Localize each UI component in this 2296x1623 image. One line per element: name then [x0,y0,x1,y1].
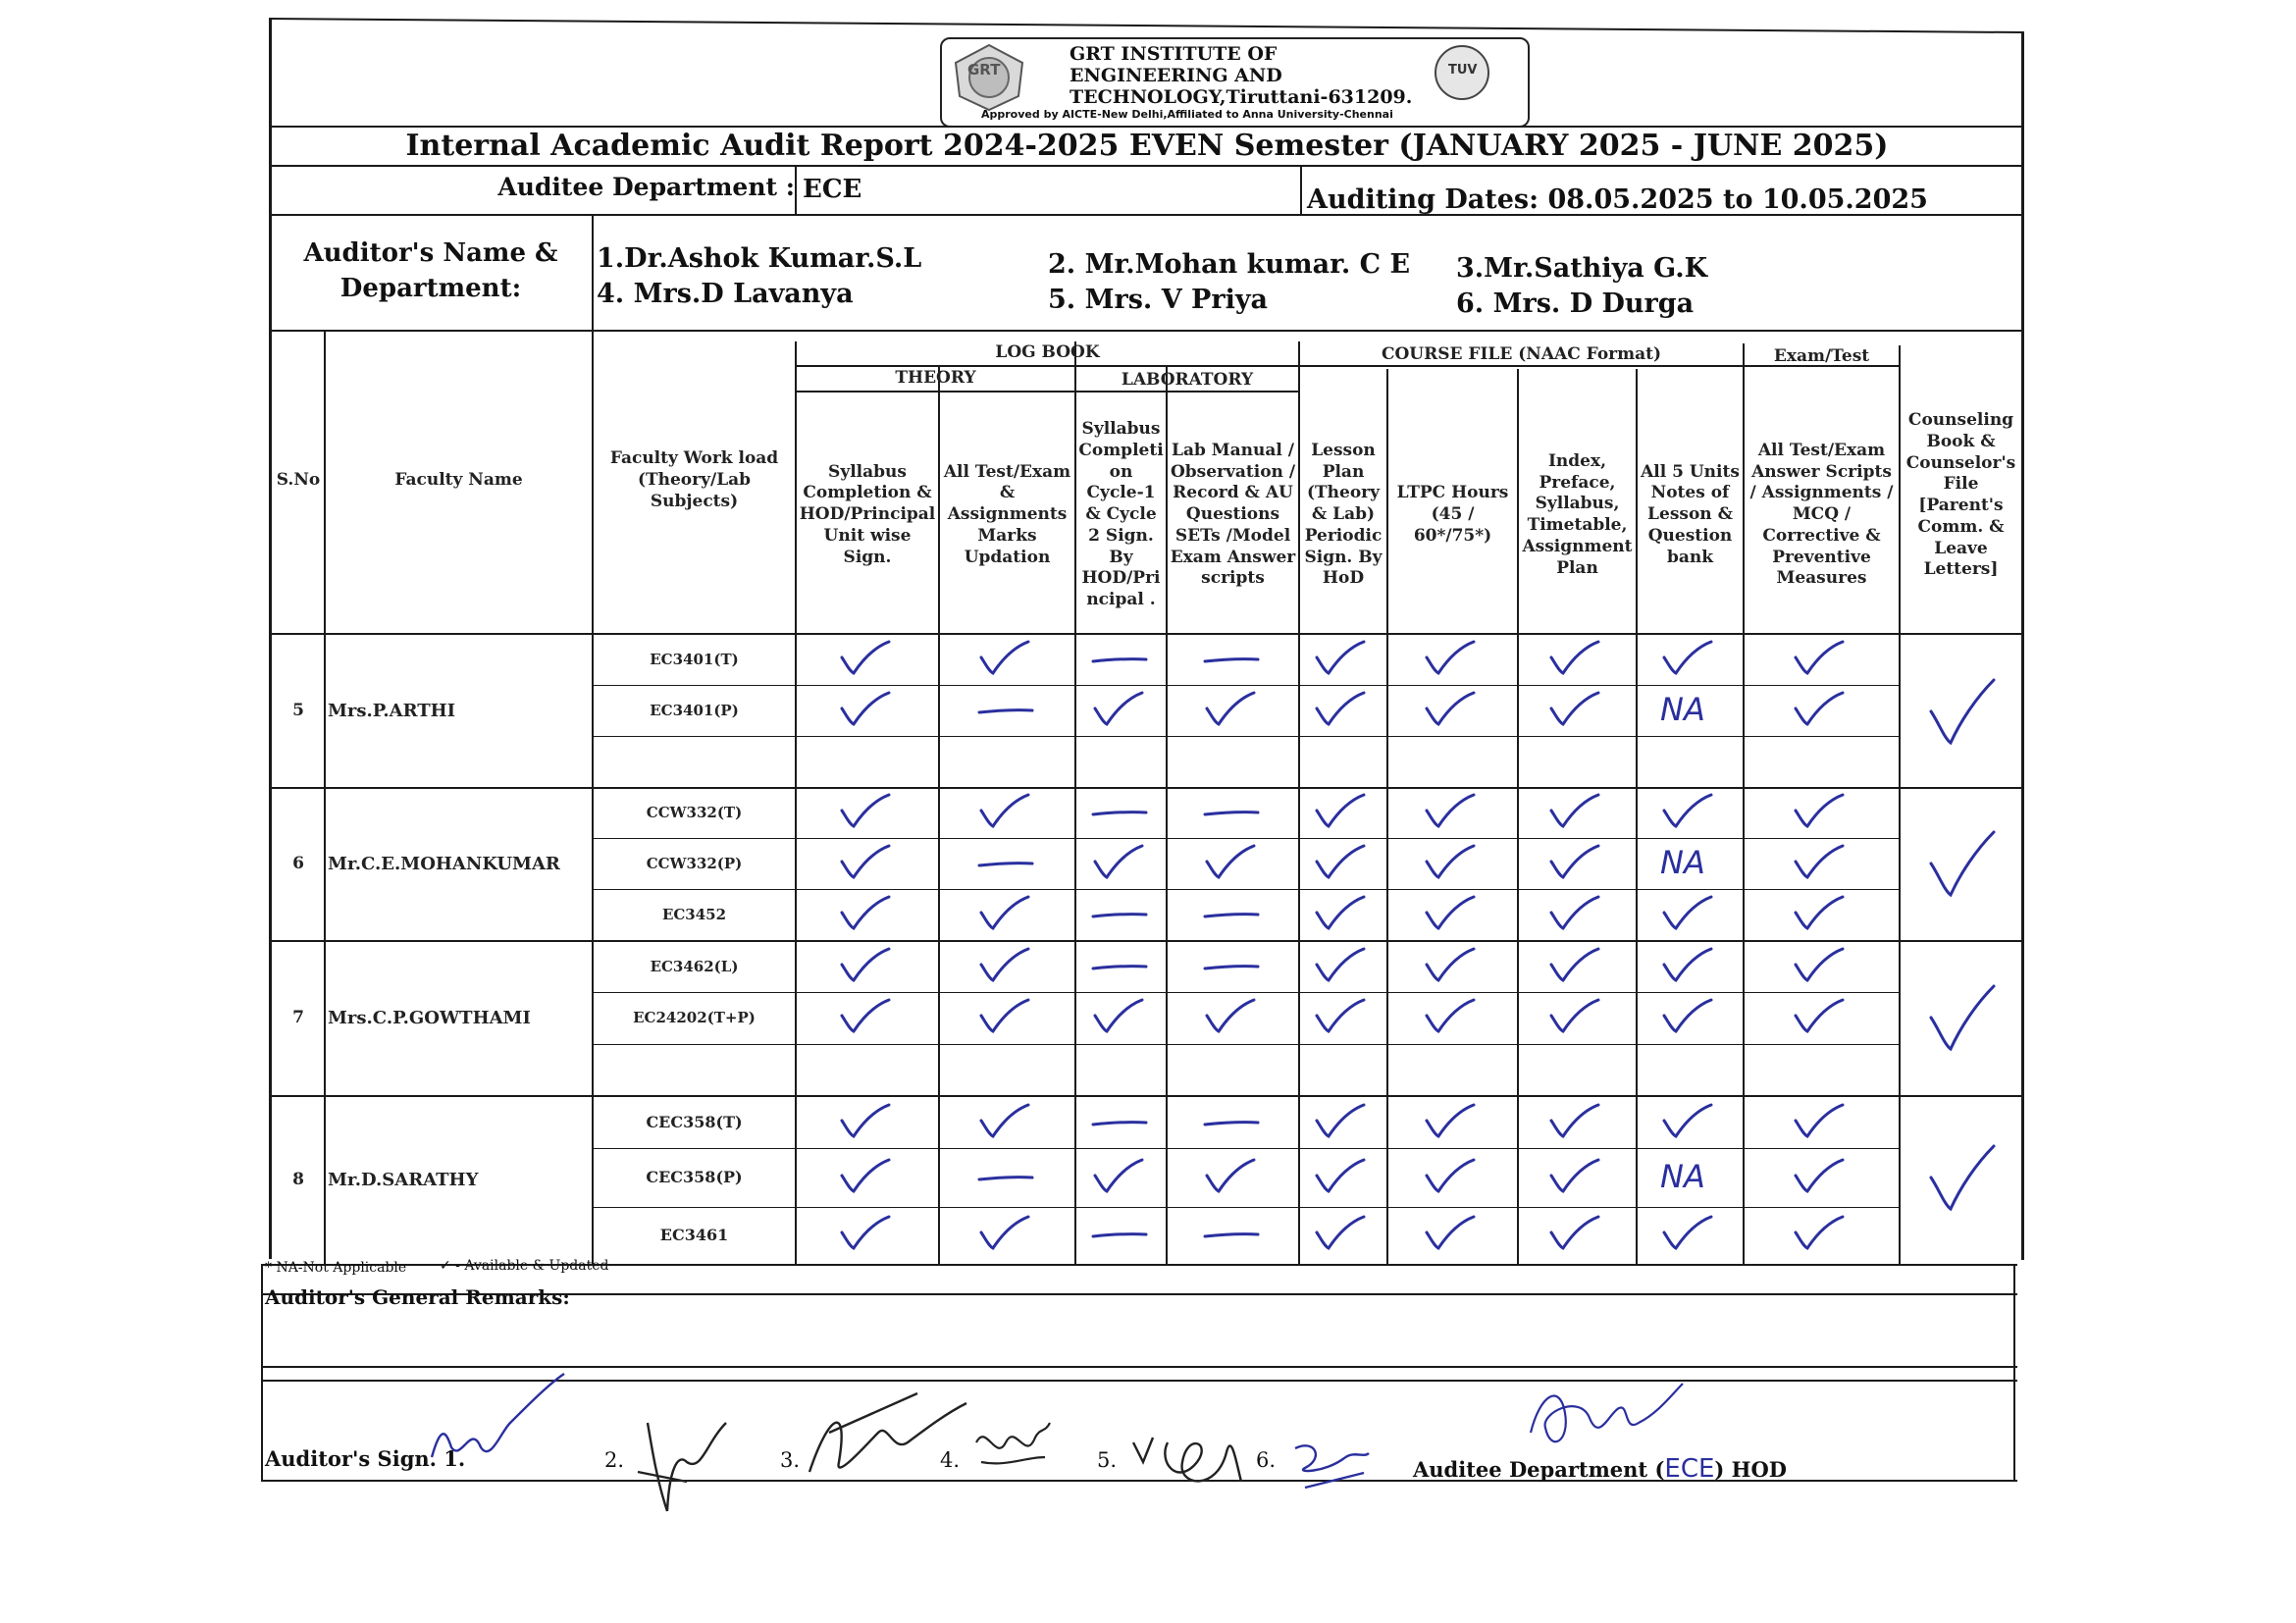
counseling-check-icon [1921,1138,2000,1217]
check-mark-icon [828,1211,907,1254]
row-sno: 8 [292,1170,304,1190]
check-mark-icon [1303,789,1382,832]
institute-name [1070,43,1412,108]
rule [1899,345,1901,1264]
check-mark-icon [1538,994,1616,1037]
check-mark-icon [1782,994,1860,1037]
sign-number: 6. [1256,1448,1277,1472]
auditing-dates: Auditing Dates: 08.05.2025 to 10.05.2025 [1307,184,1928,215]
legend-tick: ✓ - Available & Updated [440,1258,609,1274]
sign-number: 2. [604,1448,625,1472]
header-notes-question-bank: All 5 Units Notes of Lesson & Question bank [1641,461,1740,567]
sign-number: 5. [1097,1448,1118,1472]
institute-name-line1: GRT INSTITUTE OF [1070,43,1278,65]
check-mark-icon [1782,789,1860,832]
auditee-label: Auditee Department : [497,173,795,201]
rule [1298,341,1300,1264]
check-mark-icon [1650,1211,1729,1254]
hod-label-suffix: ) HOD [1714,1457,1787,1482]
check-mark-icon [1193,994,1272,1037]
row-sno: 5 [292,700,304,720]
check-mark-icon [1413,943,1491,986]
rule [1300,167,1302,214]
dash-mark-icon [1081,1099,1160,1142]
check-mark-icon [1782,1211,1860,1254]
frame-top [269,18,2024,33]
header-answer-scripts: All Test/Exam Answer Scripts / Assignments / MCQ / Corrective & Preventive Measures [1749,440,1894,589]
check-mark-icon [1303,994,1382,1037]
auditor-3: 3.Mr.Sathiya G.K [1456,253,1708,284]
signature-2 [628,1393,736,1521]
auditor-sign-label: Auditor's Sign. 1. [265,1446,466,1471]
check-mark-icon [1782,1099,1860,1142]
check-mark-icon [1081,687,1160,730]
check-mark-icon [967,636,1046,679]
row-sno: 6 [292,854,304,874]
faculty-name: Mrs.P.ARTHI [328,700,456,721]
dash-mark-icon [1193,789,1272,832]
rule [261,1266,263,1482]
dash-mark-icon [967,687,1046,730]
auditor-4: 4. Mrs.D Lavanya [597,279,854,309]
check-mark-icon [1303,1099,1382,1142]
subject-code: CEC358(P) [646,1168,743,1187]
check-mark-icon [1413,1099,1491,1142]
header-course-file: COURSE FILE (NAAC Format) [1381,344,1662,365]
check-mark-icon [828,636,907,679]
check-mark-icon [967,1211,1046,1254]
check-mark-icon [967,789,1046,832]
auditor-label [275,236,587,306]
check-mark-icon [1303,687,1382,730]
check-mark-icon [1303,891,1382,934]
header-laboratory: LABORATORY [1121,370,1254,391]
check-mark-icon [1081,840,1160,883]
check-mark-icon [1650,789,1729,832]
header-ltpc-hours: LTPC Hours (45 / 60*/75*) [1396,483,1509,546]
report-title: Internal Academic Audit Report 2024-2025 EVEN Semester (JANUARY 2025 - JUNE 2025) [405,129,1889,163]
rule [1074,341,1076,1264]
check-mark-icon [1538,687,1616,730]
header-faculty: Faculty Name [394,470,523,491]
check-mark-icon [1538,636,1616,679]
check-mark-icon [1413,1154,1491,1197]
check-mark-icon [1413,840,1491,883]
auditee-dept: ECE [803,175,862,204]
check-mark-icon [828,891,907,934]
header-marks-updation: All Test/Exam & Assignments Marks Updation [943,461,1071,567]
check-mark-icon [828,789,907,832]
sign-number: 3. [780,1448,801,1472]
check-mark-icon [1413,994,1491,1037]
auditor-5: 5. Mrs. V Priya [1048,285,1269,315]
header-workload: Faculty Work load (Theory/Lab Subjects) [609,448,779,511]
signature-6 [1285,1429,1374,1497]
check-mark-icon [1650,994,1729,1037]
check-mark-icon [1413,636,1491,679]
signature-4 [966,1403,1055,1482]
check-mark-icon [967,994,1046,1037]
tuv-text: TUV [1448,63,1478,78]
check-mark-icon [828,840,907,883]
check-mark-icon [1413,891,1491,934]
dash-mark-icon [1193,891,1272,934]
dash-mark-icon [1193,636,1272,679]
frame-left [269,18,272,1259]
auditor-label-line2: Department: [339,274,522,303]
check-mark-icon [1782,891,1860,934]
dash-mark-icon [1081,1211,1160,1254]
rule [594,1044,1899,1045]
institute-name-line3: TECHNOLOGY,Tiruttani-631209. [1070,86,1413,108]
check-mark-icon [828,1099,907,1142]
check-mark-icon [1538,1154,1616,1197]
auditor-1: 1.Dr.Ashok Kumar.S.L [597,243,922,274]
check-mark-icon [1413,789,1491,832]
check-mark-icon [1650,891,1729,934]
header-index-preface: Index, Preface, Syllabus, Timetable, Assignment Plan [1522,450,1633,578]
dash-mark-icon [967,1154,1046,1197]
header-theory: THEORY [895,368,976,389]
check-mark-icon [1303,1211,1382,1254]
check-mark-icon [967,891,1046,934]
check-mark-icon [1538,840,1616,883]
auditor-label-line1: Auditor's Name & [303,238,558,268]
signature-5 [1128,1403,1246,1496]
header-lab-manual: Lab Manual / Observation / Record & AU Questions SETs /Model Exam Answer scripts [1170,440,1296,589]
dash-mark-icon [1193,1211,1272,1254]
subject-code: CCW332(T) [646,804,743,822]
check-mark-icon [967,943,1046,986]
na-mark: NA [1660,691,1705,728]
rule [271,165,2023,167]
check-mark-icon [1782,687,1860,730]
rule [1386,369,1388,1264]
subject-code: EC3462(L) [650,957,739,975]
check-mark-icon [1303,840,1382,883]
check-mark-icon [1782,636,1860,679]
counseling-check-icon [1921,978,2000,1057]
dash-mark-icon [1193,943,1272,986]
header-exam-test: Exam/Test [1773,346,1870,367]
rule [594,736,1899,737]
signature-3 [800,1374,971,1487]
check-mark-icon [828,1154,907,1197]
dash-mark-icon [1081,636,1160,679]
check-mark-icon [1538,1099,1616,1142]
auditor-6: 6. Mrs. D Durga [1456,288,1695,319]
header-syllabus-completion: Syllabus Completion & HOD/Principal Unit wise Sign. [799,461,936,567]
header-sno: S.No [276,470,321,491]
subject-code: EC3461 [659,1226,729,1245]
check-mark-icon [1303,636,1382,679]
rule [795,341,797,1264]
check-mark-icon [1413,1211,1491,1254]
check-mark-icon [1413,687,1491,730]
check-mark-icon [1303,1154,1382,1197]
check-mark-icon [1650,943,1729,986]
dash-mark-icon [1081,943,1160,986]
row-sno: 7 [292,1008,304,1028]
rule [1166,367,1168,1264]
rule [271,330,2023,332]
check-mark-icon [1303,943,1382,986]
rule [795,167,797,214]
check-mark-icon [828,943,907,986]
check-mark-icon [1538,789,1616,832]
faculty-name: Mrs.C.P.GOWTHAMI [328,1008,531,1029]
check-mark-icon [1193,1154,1272,1197]
approval-text: Approved by AICTE-New Delhi,Affiliated to Anna University-Chennai [981,108,1393,121]
check-mark-icon [1650,636,1729,679]
check-mark-icon [967,1099,1046,1142]
check-mark-icon [1193,687,1272,730]
rule [938,365,940,1264]
check-mark-icon [828,994,907,1037]
remarks-label: Auditor's General Remarks: [265,1285,570,1309]
rule [1636,369,1638,1264]
na-mark: NA [1660,1158,1705,1195]
rule [2013,1266,2015,1482]
subject-code: EC3401(P) [650,701,739,719]
institute-name-line2: ENGINEERING AND [1070,65,1282,86]
dash-mark-icon [967,840,1046,883]
check-mark-icon [1782,943,1860,986]
header-counseling: Counseling Book & Counselor's File [Parent's Comm. & Leave Letters] [1905,410,2016,580]
header-lesson-plan: Lesson Plan (Theory & Lab) Periodic Sign. By HoD [1304,440,1383,589]
header-lab-syllabus-completion: Syllabus Completi on Cycle-1 & Cycle 2 Sign. By HOD/Pri ncipal . [1078,419,1164,610]
sign-number: 4. [940,1448,961,1472]
check-mark-icon [1650,1099,1729,1142]
subject-code: EC24202(T+P) [633,1009,756,1027]
check-mark-icon [1081,994,1160,1037]
check-mark-icon [1081,1154,1160,1197]
legend-na: * NA-Not Applicable [265,1260,407,1276]
subject-code: EC3452 [661,905,727,923]
faculty-name: Mr.C.E.MOHANKUMAR [328,854,560,875]
hod-signature [1521,1374,1688,1482]
logo-text: GRT [967,61,1001,79]
check-mark-icon [828,687,907,730]
rule [1517,369,1519,1264]
subject-code: EC3401(T) [650,650,739,668]
dash-mark-icon [1193,1099,1272,1142]
subject-code: CEC358(T) [646,1112,743,1131]
na-mark: NA [1660,844,1705,881]
auditor-2: 2. Mr.Mohan kumar. C E [1048,249,1411,280]
subject-code: CCW332(P) [646,854,743,872]
counseling-check-icon [1921,672,2000,751]
check-mark-icon [1538,891,1616,934]
signature-1 [422,1364,569,1482]
faculty-name: Mr.D.SARATHY [328,1170,479,1191]
counseling-check-icon [1921,824,2000,903]
check-mark-icon [1782,840,1860,883]
hod-dept: ECE [1664,1454,1715,1484]
dash-mark-icon [1081,891,1160,934]
hod-label-prefix: Auditee Department ( [1413,1457,1665,1482]
header-log-book: LOG BOOK [995,342,1100,363]
check-mark-icon [1538,943,1616,986]
check-mark-icon [1193,840,1272,883]
dash-mark-icon [1081,789,1160,832]
check-mark-icon [1538,1211,1616,1254]
frame-right [2021,33,2024,1260]
rule [1743,343,1745,1264]
check-mark-icon [1782,1154,1860,1197]
